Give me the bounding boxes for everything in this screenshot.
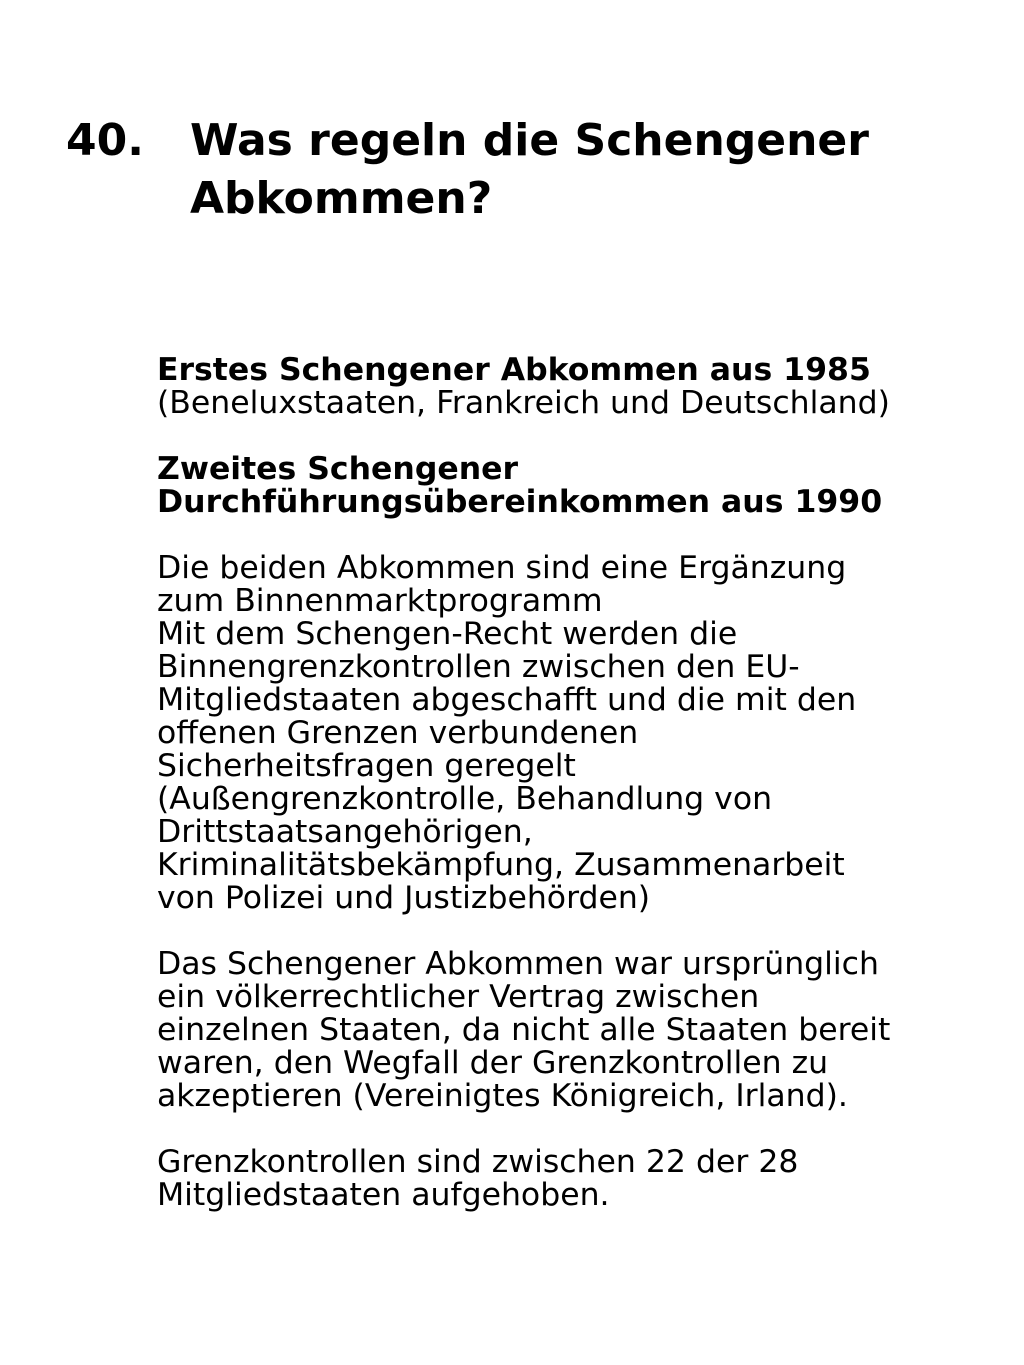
text-line: Binnengrenzkontrollen zwischen den EU- [157,649,800,685]
text-line: Mitgliedstaaten aufgehoben. [157,1177,610,1213]
text-line: Drittstaatsangehörigen, [157,814,533,850]
paragraph-history [157,948,997,1113]
text-line: Mitgliedstaaten abgeschafft und die mit den [157,682,857,718]
text-line: Die beiden Abkommen sind eine Ergänzung [157,550,847,586]
title-line: Was regeln die Schengener [190,115,869,166]
spacer [157,915,997,948]
text-line: offenen Grenzen verbundenen [157,715,639,751]
paragraph-status [157,1146,997,1212]
answer-body [157,354,997,1212]
second-agreement-heading: Zweites Schengener [157,451,519,487]
text-line: Sicherheitsfragen geregelt [157,748,576,784]
text-line: einzelnen Staaten, da nicht alle Staaten bereit [157,1012,891,1048]
text-line: Kriminalitätsbekämpfung, Zusammenarbeit [157,847,845,883]
text-line: ein völkerrechtlicher Vertrag zwischen [157,979,760,1015]
text-line: (Außengrenzkontrolle, Behandlung von [157,781,773,817]
paragraph-purpose [157,552,997,915]
spacer [157,519,997,552]
title-line: Abkommen? [190,173,493,224]
question-title [190,112,950,228]
text-line: Das Schengener Abkommen war ursprünglich [157,946,879,982]
spacer [157,1113,997,1146]
spacer [157,420,997,453]
first-agreement-heading: Erstes Schengener Abkommen aus 1985 [157,352,871,388]
text-line: von Polizei und Justizbehörden) [157,880,651,916]
text-line: zum Binnenmarktprogramm [157,583,603,619]
question-number: 40. [66,115,144,166]
second-agreement-heading: Durchführungsübereinkommen aus 1990 [157,484,883,520]
first-agreement-detail: (Beneluxstaaten, Frankreich und Deutschland) [157,385,890,421]
text-line: akzeptieren (Vereinigtes Königreich, Irland). [157,1078,848,1114]
text-line: Mit dem Schengen-Recht werden die [157,616,738,652]
text-line: waren, den Wegfall der Grenzkontrollen zu [157,1045,829,1081]
text-line: Grenzkontrollen sind zwischen 22 der 28 [157,1144,799,1180]
